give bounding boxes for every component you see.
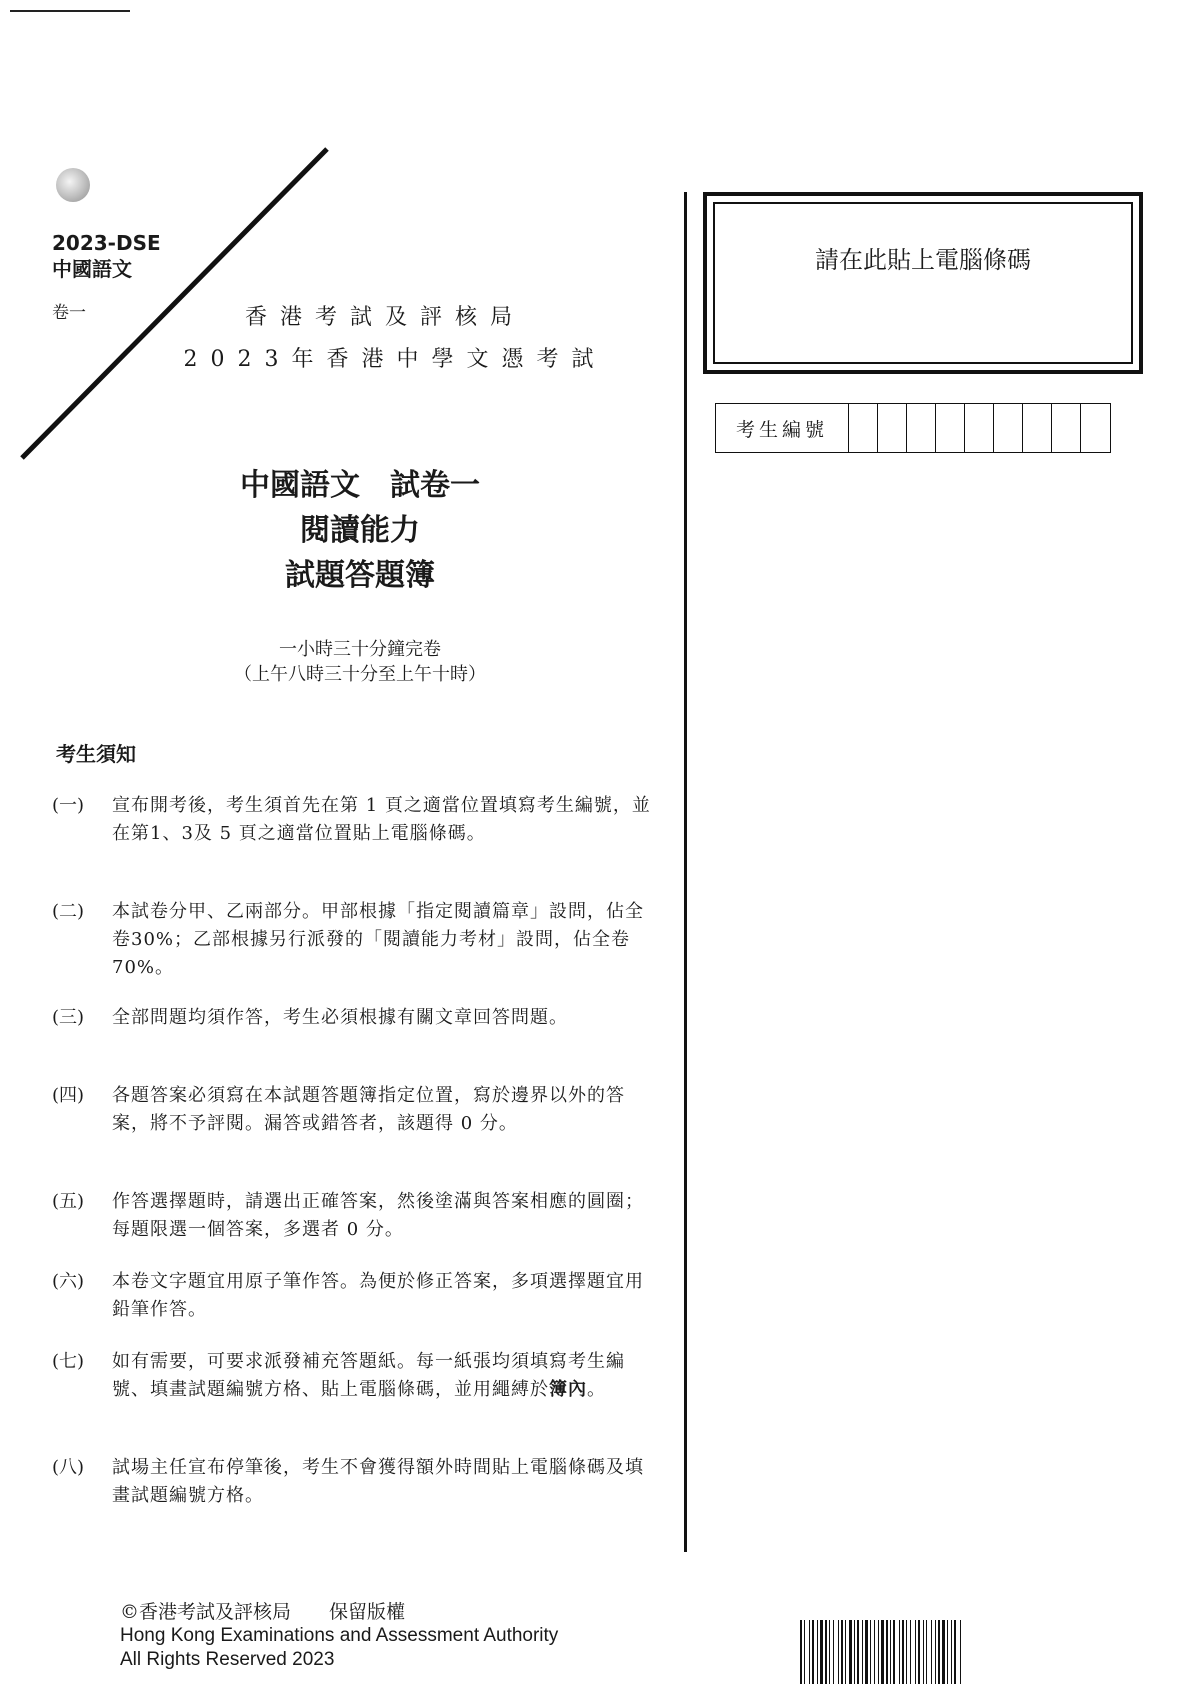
authority-name: 香港考試及評核局	[244, 305, 525, 330]
notice-text-emphasis: 簿內	[549, 1379, 587, 1400]
barcode-icon	[800, 1620, 1140, 1684]
notice-item	[52, 1348, 652, 1404]
notice-item	[52, 1004, 652, 1032]
notice-text-before: 如有需要，可要求派發補充答題紙。每一紙張均須填寫考生編號、填畫試題編號方格、貼上電腦條碼，並用繩縛於	[112, 1351, 625, 1400]
notice-number: (二)	[52, 901, 85, 922]
candidate-number-cell[interactable]	[907, 404, 936, 452]
notice-text: 宣布開考後，考生須首先在第 1 頁之適當位置填寫考生編號，並在第1、3及 5 頁之適當位置貼上電腦條碼。	[112, 795, 651, 844]
paper-code: 2023-DSE	[52, 231, 161, 255]
notice-number: (六)	[52, 1271, 85, 1292]
barcode-sticker-box[interactable]	[703, 192, 1143, 374]
notice-text: 本卷文字題宜用原子筆作答。為便於修正答案，多項選擇題宜用鉛筆作答。	[112, 1271, 644, 1320]
notice-number: (五)	[52, 1191, 85, 1212]
barcode-box-label: 請在此貼上電腦條碼	[815, 246, 1031, 274]
notice-item	[52, 1268, 652, 1324]
candidate-number-cell[interactable]	[1052, 404, 1081, 452]
copyright-block	[120, 1600, 558, 1672]
title-section: 閱讀能力	[300, 513, 420, 548]
candidate-number-cell[interactable]	[849, 404, 878, 452]
exam-name: 2023年香港中學文憑考試	[183, 347, 607, 372]
exam-duration: 一小時三十分鐘完卷	[279, 639, 441, 660]
copyright-cn: ©香港考試及評核局 保留版權	[120, 1601, 406, 1623]
notice-item	[52, 1188, 652, 1244]
candidate-number-label: 考生編號	[716, 404, 849, 452]
notice-number: (一)	[52, 795, 85, 816]
candidate-number-cell[interactable]	[965, 404, 994, 452]
notice-item	[52, 1082, 652, 1138]
notice-number: (三)	[52, 1007, 85, 1028]
barcode-sticker-area	[713, 202, 1133, 364]
notice-text	[112, 1348, 652, 1404]
notice-text-after: 。	[587, 1379, 606, 1400]
candidate-number-field[interactable]	[715, 403, 1111, 453]
exam-time-range: （上午八時三十分至上午十時）	[234, 664, 486, 685]
notice-item	[52, 792, 652, 848]
notice-item	[52, 898, 652, 982]
notice-number: (八)	[52, 1457, 85, 1478]
candidate-number-cell[interactable]	[1081, 404, 1110, 452]
candidate-number-cell[interactable]	[936, 404, 965, 452]
copyright-en-rights: All Rights Reserved 2023	[120, 1649, 335, 1670]
copyright-en-authority: Hong Kong Examinations and Assessment Authority	[120, 1625, 559, 1646]
title-booklet: 試題答題簿	[285, 558, 435, 593]
notice-number: (七)	[52, 1351, 85, 1372]
paper-short-name: 卷一	[52, 303, 86, 323]
notice-item	[52, 1454, 652, 1510]
notice-number: (四)	[52, 1085, 85, 1106]
notice-text: 各題答案必須寫在本試題答題簿指定位置，寫於邊界以外的答案，將不予評閱。漏答或錯答者，該題得 0 分。	[112, 1085, 625, 1134]
candidate-number-cell[interactable]	[878, 404, 907, 452]
candidate-number-cell[interactable]	[1023, 404, 1052, 452]
column-divider	[684, 192, 687, 1552]
title-subject-paper: 中國語文 試卷一	[240, 468, 480, 503]
notice-text: 全部問題均須作答，考生必須根據有關文章回答問題。	[112, 1007, 568, 1028]
notice-heading: 考生須知	[56, 742, 136, 766]
candidate-number-cells[interactable]	[849, 404, 1110, 452]
candidate-number-cell[interactable]	[994, 404, 1023, 452]
subject-short-name: 中國語文	[52, 257, 132, 281]
notice-text: 作答選擇題時，請選出正確答案，然後塗滿與答案相應的圓圈；每題限選一個答案，多選者 0 分。	[112, 1191, 644, 1240]
notice-text: 試場主任宣布停筆後，考生不會獲得額外時間貼上電腦條碼及填畫試題編號方格。	[112, 1457, 644, 1506]
notice-text: 本試卷分甲、乙兩部分。甲部根據「指定閱讀篇章」設問，佔全卷30%；乙部根據另行派發的「閱讀能力考材」設問，佔全卷70%。	[112, 901, 644, 978]
